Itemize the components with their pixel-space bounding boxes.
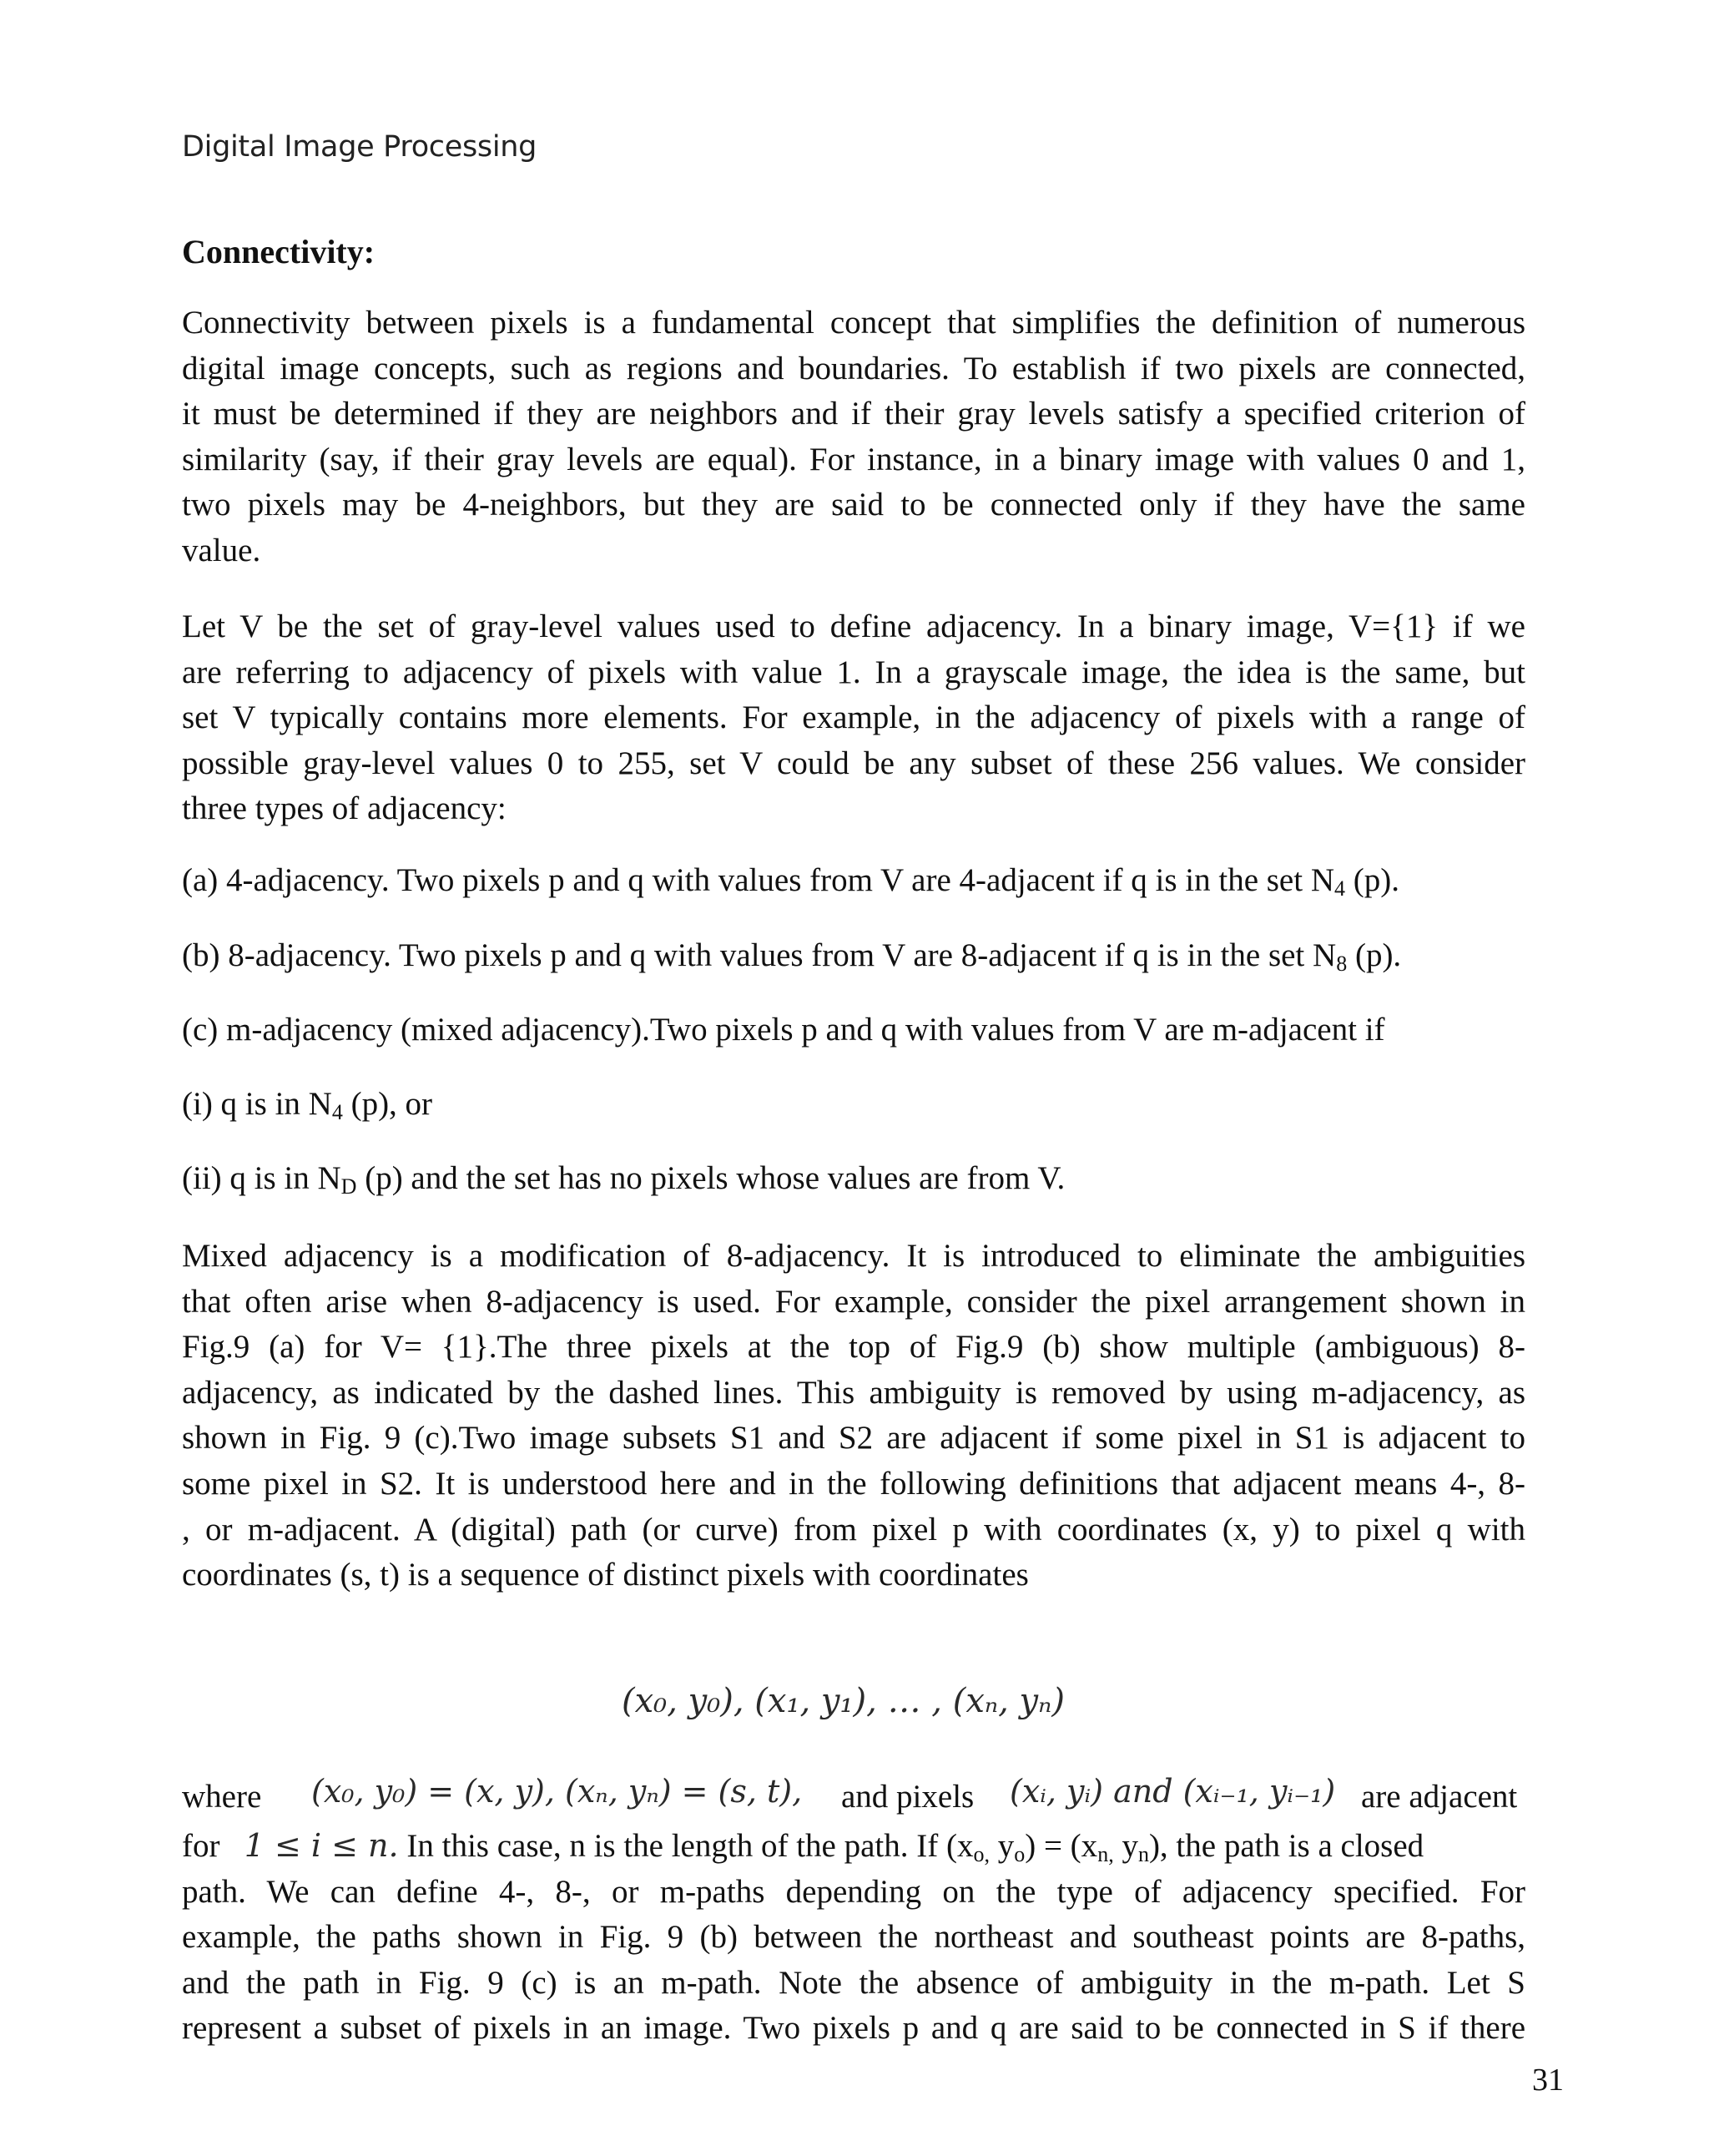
text-line: adjacency, as indicated by the dashed lines. This ambiguity is removed by using m-adjacency, as [182,1374,1525,1411]
text-line: it must be determined if they are neighbors and if their gray levels satisfy a specified criterion of [182,396,1525,432]
are-adjacent-text: are adjacent [1361,1779,1518,1815]
adjacency-item-b: (b) 8-adjacency. Two pixels p and q with values from V are 8-adjacent if q is in the set $N_8$ (p). [182,937,1402,976]
text-line: two pixels may be 4-neighbors, but they are said to be connected only if they have the same [182,487,1525,523]
consecutive-pixels-math: (xᵢ, yᵢ) and (xᵢ₋₁, yᵢ₋₁) [1010,1773,1336,1810]
text-line: some pixel in S2. It is understood here and in the following definitions that adjacent means 4-, 8- [182,1465,1525,1502]
where-word: where [182,1779,262,1815]
text-line: digital image concepts, such as regions and boundaries. To establish if two pixels are connected, [182,350,1525,386]
where-line [182,1773,1525,1820]
adjacency-condition-ii: (ii) q is in $N_D$ (p) and the set has no pixels whose values are from V. [182,1160,1066,1199]
text-line: similarity (say, if their gray levels are equal). For instance, in a binary image with values 0 and 1, [182,441,1525,477]
index-range-math: 1 ≤ i ≤ n. [244,1827,399,1864]
text-line: that often arise when 8-adjacency is used. For example, consider the pixel arrangement shown in [182,1283,1525,1320]
text-line: Connectivity between pixels is a fundamental concept that simplifies the definition of numerous [182,305,1525,341]
text-line: for 1 ≤ i ≤ n. In this case, n is the length of the path. If ($x_{o,}$ $y_o) = (x_{n,}$ $y_n$), the path is a closed [182,1827,1424,1866]
paragraph-path-definition [182,1823,1525,2052]
paragraph-adjacency-definition [182,604,1525,832]
adjacency-condition-i: (i) q is in $N_4$ (p), or [182,1086,433,1124]
text-line: example, the paths shown in Fig. 9 (b) between the northeast and southeast points are 8-paths, [182,1919,1525,1956]
text-line: coordinates (s, t) is a sequence of distinct pixels with coordinates [182,1557,1029,1593]
text-line: shown in Fig. 9 (c).Two image subsets S1 and S2 are adjacent if some pixel in S1 is adjacent to [182,1420,1525,1457]
text-line: path. We can define 4-, 8-, or m-paths depending on the type of adjacency specified. For [182,1873,1525,1910]
text-line: and the path in Fig. 9 (c) is an m-path. Note the absence of ambiguity in the m-path. Let S [182,1964,1525,2001]
text-line: Mixed adjacency is a modification of 8-adjacency. It is introduced to eliminate the ambiguities [182,1238,1525,1274]
text-line: set V typically contains more elements. For example, in the adjacency of pixels with a range of [182,699,1525,736]
page-number: 31 [1532,2063,1564,2098]
adjacency-item-a: (a) 4-adjacency. Two pixels p and q with values from V are 4-adjacent if q is in the set $N_4$ (p). [182,862,1399,901]
endpoint-equation: (x₀, y₀) = (x, y), (xₙ, yₙ) = (s, t), [311,1773,803,1810]
adjacency-item-c: (c) m-adjacency (mixed adjacency).Two pixels p and q with values from V are m-adjacent if [182,1012,1385,1048]
section-title: Connectivity: [182,233,376,270]
text-line: three types of adjacency: [182,790,507,827]
text-line: possible gray-level values 0 to 255, set V could be any subset of these 256 values. We consider [182,745,1525,781]
text-line: represent a subset of pixels in an image. Two pixels p and q are said to be connected in S if there [182,2010,1525,2047]
path-sequence-equation: (x₀, y₀), (x₁, y₁), … , (xₙ, yₙ) [622,1682,1065,1720]
text-line: Fig.9 (a) for V= {1}.The three pixels at the top of Fig.9 (b) show multiple (ambiguous) 8- [182,1329,1525,1366]
text-line: , or m-adjacent. A (digital) path (or curve) from pixel p with coordinates (x, y) to pixel q with [182,1511,1525,1548]
running-header: Digital Image Processing [182,130,537,164]
paragraph-mixed-adjacency [182,1234,1525,1598]
and-pixels-text: and pixels [841,1779,975,1815]
text-line: value. [182,532,261,568]
text-line: are referring to adjacency of pixels with value 1. In a grayscale image, the idea is the same, but [182,654,1525,690]
paragraph-connectivity-intro [182,300,1525,574]
text-line: Let V be the set of gray-level values used to define adjacency. In a binary image, V={1} if we [182,608,1525,644]
